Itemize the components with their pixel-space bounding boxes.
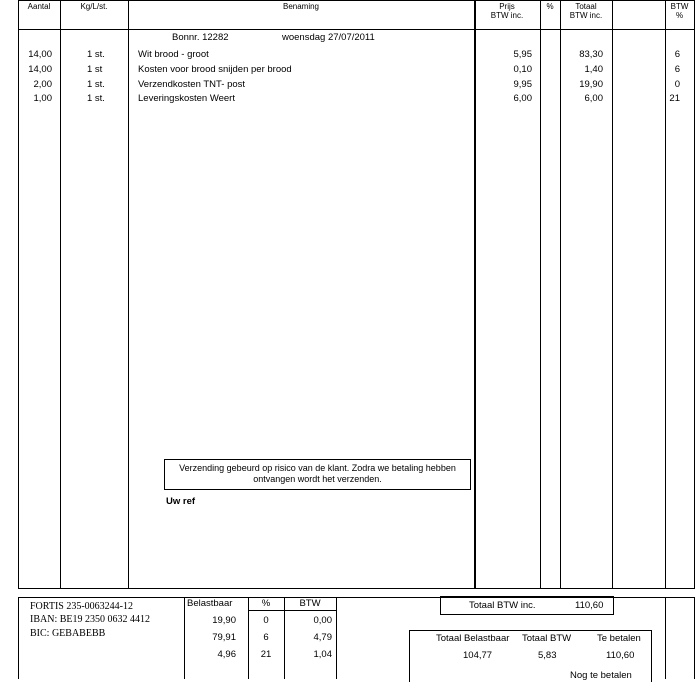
header-prijs xyxy=(474,2,540,20)
row-btw: 0 xyxy=(674,79,680,90)
vat-row-base: 79,91 xyxy=(212,632,236,643)
row-total: 1,40 xyxy=(584,64,603,75)
header-btw-line1: BTW xyxy=(670,2,689,11)
table-bottom-border xyxy=(18,588,694,589)
vat-row-base: 4,96 xyxy=(217,649,236,660)
total-vat-label: Totaal BTW xyxy=(522,633,572,644)
bon-number: Bonnr. 12282 xyxy=(172,32,229,43)
footer-divider xyxy=(665,597,666,679)
header-benaming: Benaming xyxy=(282,2,320,11)
header-prijs-line1: Prijs xyxy=(499,2,515,11)
column-divider xyxy=(694,0,695,589)
total-pay-value: 110,60 xyxy=(606,650,635,661)
row-btw: 6 xyxy=(674,64,680,75)
vat-row-pct: 21 xyxy=(260,649,272,660)
bank-iban: IBAN: BE19 2350 0632 4412 xyxy=(30,614,150,625)
total-pay-label: Te betalen xyxy=(597,633,641,644)
row-btw: 21 xyxy=(669,93,680,104)
notice-line1: Verzending gebeurd op risico van de klant. Zodra we betaling hebben xyxy=(179,463,456,473)
header-btw-line2: % xyxy=(675,11,684,20)
bank-line1: FORTIS 235-0063244-12 xyxy=(30,601,134,612)
row-total: 6,00 xyxy=(584,93,603,104)
row-total: 83,30 xyxy=(579,49,603,60)
row-description: Kosten voor brood snijden per brood xyxy=(138,64,292,75)
row-btw: 6 xyxy=(674,49,680,60)
header-aantal: Aantal xyxy=(27,2,51,11)
row-qty: 2,00 xyxy=(33,79,52,90)
vat-row-vat: 0,00 xyxy=(313,615,332,626)
vat-header-vat: BTW xyxy=(299,598,321,609)
header-totaal-line2: BTW inc. xyxy=(569,11,603,20)
vat-row-pct: 0 xyxy=(263,615,269,626)
header-totaal-line1: Totaal xyxy=(575,2,597,11)
bon-date: woensdag 27/07/2011 xyxy=(282,32,375,43)
remaining-label: Nog te betalen xyxy=(570,670,632,681)
row-qty: 14,00 xyxy=(28,49,52,60)
header-unit: Kg/L/st. xyxy=(80,2,108,11)
header-bottom-border xyxy=(18,29,694,30)
row-unit: 1 st. xyxy=(87,93,105,104)
row-price: 5,95 xyxy=(513,49,532,60)
vat-row-pct: 6 xyxy=(263,632,269,643)
vat-row-base: 19,90 xyxy=(212,615,236,626)
total-incl-label: Totaal BTW inc. xyxy=(469,600,536,611)
vat-header-border xyxy=(248,610,336,611)
bank-bic: BIC: GEBABEBB xyxy=(30,628,106,639)
row-price: 6,00 xyxy=(513,93,532,104)
total-incl-box xyxy=(440,596,614,615)
row-unit: 1 st xyxy=(87,64,103,75)
column-divider xyxy=(612,0,613,589)
footer-divider xyxy=(336,597,337,679)
row-qty: 14,00 xyxy=(28,64,52,75)
row-description: Wit brood - groot xyxy=(138,49,209,60)
row-qty: 1,00 xyxy=(33,93,52,104)
uw-ref-label: Uw ref xyxy=(166,496,196,507)
vat-header-pct: % xyxy=(261,598,271,609)
header-btw xyxy=(665,2,694,20)
column-divider xyxy=(60,0,61,589)
header-percent: % xyxy=(546,2,554,11)
total-base-label: Totaal Belastbaar xyxy=(436,633,510,644)
footer-divider xyxy=(694,597,695,679)
total-incl-value: 110,60 xyxy=(575,600,604,611)
shipping-notice xyxy=(164,459,471,490)
row-description: Leveringskosten Weert xyxy=(138,93,235,104)
notice-line2: ontvangen wordt het verzenden. xyxy=(253,474,382,484)
vat-header-base: Belastbaar xyxy=(187,598,233,609)
row-price: 9,95 xyxy=(513,79,532,90)
table-top-border xyxy=(18,0,694,1)
column-divider xyxy=(540,0,541,589)
totals-summary-box xyxy=(409,630,652,682)
row-price: 0,10 xyxy=(513,64,532,75)
row-unit: 1 st. xyxy=(87,79,105,90)
header-prijs-line2: BTW inc. xyxy=(490,11,524,20)
vat-row-vat: 1,04 xyxy=(313,649,332,660)
row-total: 19,90 xyxy=(579,79,603,90)
column-divider xyxy=(474,0,476,589)
footer-divider xyxy=(18,597,19,679)
vat-row-vat: 4,79 xyxy=(313,632,332,643)
total-vat-value: 5,83 xyxy=(538,650,557,661)
row-description: Verzendkosten TNT- post xyxy=(138,79,246,90)
total-base-value: 104,77 xyxy=(463,650,493,661)
row-unit: 1 st. xyxy=(87,49,105,60)
column-divider xyxy=(128,0,129,589)
header-totaal xyxy=(560,2,612,20)
